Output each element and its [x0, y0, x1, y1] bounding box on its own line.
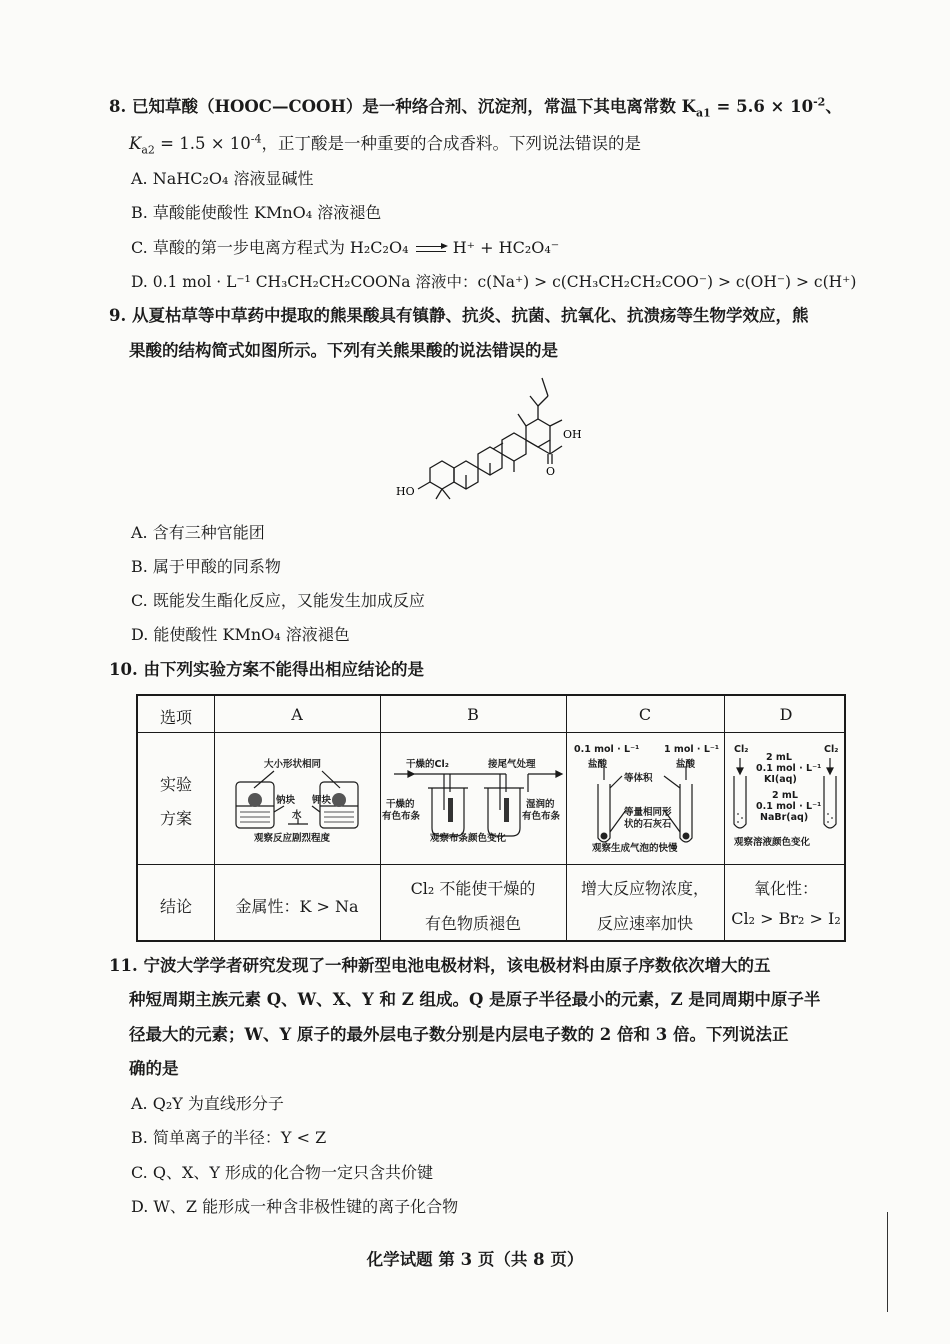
q9-option-a: A. 含有三种官能团 — [131, 523, 265, 542]
plan-a-water: 水 — [292, 810, 302, 821]
plan-a-caption: 观察反应剧烈程度 — [254, 833, 331, 844]
oh-label: OH — [563, 428, 582, 441]
header-a: A — [291, 705, 303, 724]
conclusion-b-2: 有色物质褪色 — [424, 914, 521, 933]
plan-b-caption: 观察布条颜色变化 — [430, 833, 507, 844]
o-label: O — [546, 465, 556, 478]
q8-stem-line1: 8. 已知草酸（HOOC—COOH）是一种络合剂、沉淀剂，常温下其电离常数 $K_{a1} = 5.6 \times 10^{-2}$、 — [109, 95, 842, 120]
q11-stem-line3: 径最大的元素；W、Y 原子的最外层电子数分别是内层电子数的 2 倍和 3 倍。下列说法正 — [129, 1025, 789, 1044]
plan-d-r1-vol: 2 mL — [766, 752, 792, 763]
plan-c-equal-volume: 等体积 — [624, 773, 653, 784]
q8-option-c: C. 草酸的第一步电离方程式为 H₂C₂O₄ H⁺ + HC₂O₄⁻ — [131, 238, 560, 257]
q8-option-a: A. NaHC₂O₄ 溶液显碱性 — [131, 169, 314, 188]
plan-c-caption: 观察生成气泡的快慢 — [592, 843, 678, 854]
q9-option-d: D. 能使酸性 KMnO₄ 溶液褪色 — [131, 625, 350, 644]
conclusion-c-2: 反应速率加快 — [596, 914, 693, 933]
experiment-table — [136, 694, 846, 942]
conclusion-d-1: 氧化性： — [753, 879, 818, 898]
header-c: C — [638, 705, 652, 724]
plan-c-stone-1: 等量相同形 — [624, 807, 672, 818]
plan-d-cl2-left: Cl₂ — [734, 744, 749, 755]
plan-c-stone-2: 状的石灰石 — [624, 819, 672, 830]
q11-option-c: C. Q、X、Y 形成的化合物一定只含共价键 — [131, 1163, 434, 1182]
conclusion-c-1: 增大反应物浓度， — [580, 879, 709, 898]
plan-b-dry-cl2: 干燥的Cl₂ — [406, 759, 449, 770]
q11-stem-line1: 11. 宁波大学学者研究发现了一种新型电池电极材料，该电极材料由原子序数依次增大的五 — [109, 956, 771, 975]
q8-stem-line2: $K_{a2} = 1.5 \times 10^{-4}$，正丁酸是一种重要的合成香料。下列说法错误的是 — [129, 132, 641, 157]
plan-d-cl2-right: Cl₂ — [824, 744, 839, 755]
header-d: D — [779, 705, 793, 724]
q11-stem-line4: 确的是 — [129, 1059, 179, 1078]
plan-b-dry-cloth-1: 干燥的 — [386, 799, 415, 810]
plan-d-caption: 观察溶液颜色变化 — [734, 837, 811, 848]
plan-a-figure — [214, 732, 380, 864]
equilibrium-arrow-icon — [414, 244, 448, 254]
conclusion-a: 金属性：K > Na — [235, 897, 359, 916]
conclusion-d-2: Cl₂ > Br₂ > I₂ — [731, 909, 841, 928]
ursolic-acid-structure — [390, 368, 600, 510]
q9-stem-line1: 9. 从夏枯草等中草药中提取的熊果酸具有镇静、抗炎、抗菌、抗氧化、抗溃疡等生物学效应，熊 — [109, 306, 809, 325]
plan-d-r2-reagent: NaBr(aq) — [760, 812, 809, 823]
plan-d-r1-reagent: KI(aq) — [764, 774, 797, 785]
page-footer: 化学试题 第 3 页（共 8 页） — [366, 1250, 584, 1269]
q9-option-c: C. 既能发生酯化反应，又能发生加成反应 — [131, 591, 425, 610]
row-label-plan-2: 方案 — [159, 809, 192, 828]
conclusion-b-1: Cl₂ 不能使干燥的 — [410, 879, 536, 898]
plan-d-r2-conc: 0.1 mol · L⁻¹ — [756, 801, 822, 812]
q11-option-d: D. W、Z 能形成一种含非极性键的离子化合物 — [131, 1197, 459, 1216]
q8-option-d: D. 0.1 mol · L⁻¹ CH₃CH₂CH₂COONa 溶液中：c(Na⁺) > c(CH₃CH₂CH₂COO⁻) > c(OH⁻) > c(H⁺) — [131, 273, 857, 291]
plan-c-acid-1: 盐酸 — [588, 759, 608, 770]
plan-c-conc-2: 1 mol · L⁻¹ — [664, 744, 720, 755]
plan-b-tail-gas: 接尾气处理 — [488, 759, 536, 770]
q10-stem: 10. 由下列实验方案不能得出相应结论的是 — [109, 660, 424, 679]
q11-option-b: B. 简单离子的半径：Y < Z — [131, 1128, 327, 1147]
header-option: 选项 — [159, 708, 192, 727]
q11-stem-line2: 种短周期主族元素 Q、W、X、Y 和 Z 组成。Q 是原子半径最小的元素，Z 是同周期中原子半 — [129, 990, 821, 1009]
q8-option-b: B. 草酸能使酸性 KMnO₄ 溶液褪色 — [131, 203, 382, 222]
plan-a-same-size: 大小形状相同 — [264, 759, 322, 770]
q11-option-a: A. Q₂Y 为直线形分子 — [131, 1094, 284, 1113]
plan-c-acid-2: 盐酸 — [676, 759, 696, 770]
plan-d-r1-conc: 0.1 mol · L⁻¹ — [756, 763, 822, 774]
plan-a-k: 钾块 — [312, 795, 332, 806]
plan-a-na: 钠块 — [276, 795, 296, 806]
plan-b-figure — [380, 732, 566, 864]
q9-option-b: B. 属于甲酸的同系物 — [131, 557, 281, 576]
header-b: B — [467, 705, 479, 724]
ho-label: HO — [396, 485, 415, 498]
q9-stem-line2: 果酸的结构简式如图所示。下列有关熊果酸的说法错误的是 — [129, 341, 558, 360]
plan-b-wet-cloth-1: 湿润的 — [526, 799, 555, 810]
plan-b-wet-cloth-2: 有色布条 — [522, 811, 561, 822]
plan-d-figure — [724, 732, 848, 864]
plan-c-figure — [566, 732, 724, 864]
plan-b-dry-cloth-2: 有色布条 — [382, 811, 421, 822]
row-label-plan-1: 实验 — [159, 775, 192, 794]
plan-c-conc-1: 0.1 mol · L⁻¹ — [574, 744, 640, 755]
plan-d-r2-vol: 2 mL — [772, 790, 798, 801]
row-label-conclusion: 结论 — [159, 897, 192, 916]
